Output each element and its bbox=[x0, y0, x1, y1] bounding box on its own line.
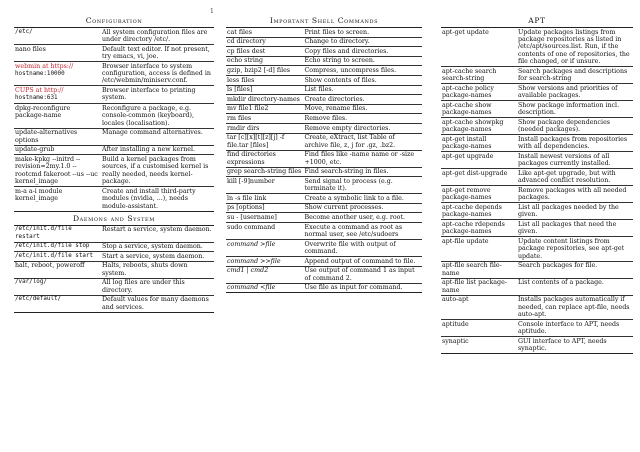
command-cell: apt-file list package-name bbox=[441, 278, 517, 295]
command-cell: apt-file search file-name bbox=[441, 261, 517, 278]
command-cell: synaptic bbox=[441, 337, 517, 354]
description-cell: Show current processes. bbox=[303, 203, 422, 213]
command-cell: apt-get install package-names bbox=[441, 135, 517, 152]
cups-link[interactable]: CUPS at http:// bbox=[15, 87, 64, 94]
description-cell: Restart a service, system daemon. bbox=[101, 225, 214, 242]
table-row bbox=[441, 169, 633, 186]
command-cell: /etc/init.d/file start bbox=[14, 252, 101, 262]
command-cell: command >file bbox=[226, 239, 303, 256]
command-cell: dpkg-reconfigure package-name bbox=[14, 104, 101, 128]
table-row bbox=[441, 261, 633, 278]
description-cell: Default text editor. If not present, try emacs, vi, joe. bbox=[101, 45, 214, 62]
table-row bbox=[226, 95, 422, 105]
command-cell: apt-get dist-upgrade bbox=[441, 169, 517, 186]
table-row bbox=[441, 135, 633, 152]
table-row bbox=[226, 256, 422, 266]
description-cell: Console interface to APT, needs aptitude. bbox=[517, 320, 633, 337]
table-row bbox=[226, 266, 422, 283]
description-cell: Move, rename files. bbox=[303, 104, 422, 114]
description-cell: Append output of command to file. bbox=[303, 256, 422, 266]
configuration-table bbox=[14, 27, 214, 212]
table-row bbox=[14, 155, 214, 187]
description-cell: After installing a new kernel. bbox=[101, 145, 214, 155]
table-row bbox=[14, 28, 214, 45]
description-cell: Print files to screen. bbox=[303, 28, 422, 38]
table-row bbox=[14, 261, 214, 278]
command-cell bbox=[14, 62, 101, 86]
description-cell: List all packages needed by the given. bbox=[517, 203, 633, 220]
table-row bbox=[14, 278, 214, 295]
description-cell: Create directories. bbox=[303, 95, 422, 105]
table-row bbox=[226, 104, 422, 114]
command-cell: su - [username] bbox=[226, 213, 303, 223]
table-row bbox=[226, 150, 422, 167]
command-cell: kill [-9]number bbox=[226, 177, 303, 194]
table-row bbox=[226, 114, 422, 124]
command-cell: cp files dest bbox=[226, 47, 303, 57]
command-cell: rmdir dirs bbox=[226, 123, 303, 133]
table-row bbox=[226, 194, 422, 204]
command-cell: ps [options] bbox=[226, 203, 303, 213]
command-cell: command <file bbox=[226, 283, 303, 293]
table-row bbox=[441, 28, 633, 67]
description-cell: Search packages for file. bbox=[517, 261, 633, 278]
table-row bbox=[14, 242, 214, 252]
description-cell: Remove files. bbox=[303, 114, 422, 124]
command-cell: cat files bbox=[226, 28, 303, 38]
table-row bbox=[14, 104, 214, 128]
table-row bbox=[441, 118, 633, 135]
table-row bbox=[226, 167, 422, 177]
command-cell: apt-cache policy package-names bbox=[441, 84, 517, 101]
daemons-table bbox=[14, 225, 214, 313]
table-row bbox=[14, 62, 214, 86]
command-cell: apt-get upgrade bbox=[441, 152, 517, 169]
table-row bbox=[226, 123, 422, 133]
command-cell: rm files bbox=[226, 114, 303, 124]
description-cell: Start a service, system daemon. bbox=[101, 252, 214, 262]
description-cell: Use file as input for command. bbox=[303, 283, 422, 293]
command-cell: update-grub bbox=[14, 145, 101, 155]
command-cell: mv file1 file2 bbox=[226, 104, 303, 114]
command-cell: sudo command bbox=[226, 222, 303, 239]
command-cell: apt-cache rdepends package-names bbox=[441, 220, 517, 237]
table-row bbox=[441, 278, 633, 295]
description-cell: Copy files and directories. bbox=[303, 47, 422, 57]
table-row bbox=[226, 37, 422, 47]
table-row bbox=[441, 67, 633, 84]
command-cell: /etc/default/ bbox=[14, 295, 101, 312]
command-cell: ln -s file link bbox=[226, 194, 303, 204]
table-row bbox=[226, 283, 422, 293]
page-number: 1 bbox=[210, 8, 214, 15]
section-heading-daemons: Daemons and System bbox=[72, 213, 156, 223]
description-cell: Search packages and descriptions for search-string bbox=[517, 67, 633, 84]
table-row bbox=[14, 187, 214, 211]
description-cell: Find files like -name name or -size +1000, etc. bbox=[303, 150, 422, 167]
command-cell: apt-cache depends package-names bbox=[441, 203, 517, 220]
description-cell: Show contents of files. bbox=[303, 75, 422, 85]
command-cell: echo string bbox=[226, 56, 303, 66]
table-row bbox=[226, 239, 422, 256]
command-cell: update-alternatives options bbox=[14, 128, 101, 145]
cups-host: hostname:631 bbox=[15, 95, 58, 102]
description-cell: Update packages listings from package repositories as listed in /etc/apt/sources.list. Run, if the contents of one of repositories, the file changed, or if unsure. bbox=[517, 28, 633, 67]
description-cell: Browser interface to printing system. bbox=[101, 86, 214, 104]
description-cell: All log files are under this directory. bbox=[101, 278, 214, 295]
description-cell: GUI interface to APT, needs synaptic. bbox=[517, 337, 633, 354]
command-cell: tar [c][x][t][z][j] -f file.tar [files] bbox=[226, 133, 303, 150]
command-cell: grep search-string files bbox=[226, 167, 303, 177]
column-configuration bbox=[14, 16, 214, 313]
table-row bbox=[441, 337, 633, 354]
description-cell: Install packages from repositories with all dependencies. bbox=[517, 135, 633, 152]
description-cell: Show package information incl. description. bbox=[517, 101, 633, 118]
table-row bbox=[441, 186, 633, 203]
table-row bbox=[441, 101, 633, 118]
description-cell: Halts, reboots, shuts down system. bbox=[101, 261, 214, 278]
description-cell: Echo string to screen. bbox=[303, 56, 422, 66]
command-cell: apt-file update bbox=[441, 237, 517, 261]
table-row bbox=[14, 225, 214, 242]
command-cell: apt-cache search search-string bbox=[441, 67, 517, 84]
command-cell: apt-cache showpkg package-names bbox=[441, 118, 517, 135]
description-cell: All system configuration files are under directory /etc/. bbox=[101, 28, 214, 45]
description-cell: Build a kernel packages from sources, if a customised kernel is really needed, needs kernel-package. bbox=[101, 155, 214, 187]
description-cell: Change to directory. bbox=[303, 37, 422, 47]
command-cell: /etc/ bbox=[14, 28, 101, 45]
table-row bbox=[441, 320, 633, 337]
table-row bbox=[226, 28, 422, 38]
description-cell: Install newest versions of all packages currently installed. bbox=[517, 152, 633, 169]
description-cell: Browser interface to system configuration, access is defined in /etc/webmin/miniserv.conf. bbox=[101, 62, 214, 86]
table-row bbox=[14, 86, 214, 104]
table-row bbox=[226, 213, 422, 223]
command-cell: apt-get update bbox=[441, 28, 517, 67]
webmin-link[interactable]: webmin at https:// bbox=[15, 62, 74, 70]
table-row bbox=[226, 47, 422, 57]
command-cell: nano files bbox=[14, 45, 101, 62]
description-cell: Remove empty directories. bbox=[303, 123, 422, 133]
command-cell: m-a a-i module kernel_image bbox=[14, 187, 101, 211]
description-cell: List contents of a package. bbox=[517, 278, 633, 295]
command-cell: ls [files] bbox=[226, 85, 303, 95]
description-cell: Like apt-get upgrade, but with advanced conflict resolution. bbox=[517, 169, 633, 186]
section-heading-apt: APT bbox=[528, 16, 546, 25]
description-cell: Create and install third-party modules (nvidia, ...), needs module-assistant. bbox=[101, 187, 214, 211]
description-cell: List all packages that need the given. bbox=[517, 220, 633, 237]
table-row bbox=[14, 295, 214, 312]
table-row bbox=[226, 56, 422, 66]
description-cell: Manage command alternatives. bbox=[101, 128, 214, 145]
table-row bbox=[226, 133, 422, 150]
table-row bbox=[226, 222, 422, 239]
command-cell: halt, reboot, poweroff bbox=[14, 261, 101, 278]
description-cell: Show package dependencies (needed packages). bbox=[517, 118, 633, 135]
section-heading-configuration: Configuration bbox=[85, 16, 143, 25]
command-cell: command >>file bbox=[226, 256, 303, 266]
apt-table bbox=[441, 27, 633, 354]
description-cell: Default values for many daemons and services. bbox=[101, 295, 214, 312]
description-cell: Remove packages with all needed packages. bbox=[517, 186, 633, 203]
table-row bbox=[226, 75, 422, 85]
description-cell: Update content listings from package repositories, see apt-get update. bbox=[517, 237, 633, 261]
description-cell: Compress, uncompress files. bbox=[303, 66, 422, 76]
table-row bbox=[226, 85, 422, 95]
command-cell: /etc/init.d/file stop bbox=[14, 242, 101, 252]
description-cell: Show versions and priorities of available packages. bbox=[517, 84, 633, 101]
description-cell: Create a symbolic link to a file. bbox=[303, 194, 422, 204]
table-row bbox=[441, 220, 633, 237]
description-cell: Overwrite file with output of command. bbox=[303, 239, 422, 256]
table-row bbox=[441, 203, 633, 220]
command-cell: /etc/init.d/file restart bbox=[14, 225, 101, 242]
table-row bbox=[441, 152, 633, 169]
command-cell: auto-apt bbox=[441, 295, 517, 319]
description-cell: List files. bbox=[303, 85, 422, 95]
table-row bbox=[441, 237, 633, 261]
description-cell: Create, eXtract, list Table of archive file, z, j for .gz, .bz2. bbox=[303, 133, 422, 150]
table-row bbox=[14, 128, 214, 145]
command-cell: gzip, bzip2 [-d] files bbox=[226, 66, 303, 76]
description-cell: Execute a command as root as normal user, see /etc/sudoers bbox=[303, 222, 422, 239]
command-cell: aptitude bbox=[441, 320, 517, 337]
table-row bbox=[441, 295, 633, 319]
webmin-host: hostname:10000 bbox=[15, 71, 65, 77]
column-shell bbox=[226, 16, 422, 293]
table-row bbox=[14, 45, 214, 62]
command-cell: /var/log/ bbox=[14, 278, 101, 295]
description-cell: Reconfigure a package, e.g. console-common (keyboard), locales (localisation). bbox=[101, 104, 214, 128]
command-cell: cmd1 | cmd2 bbox=[226, 266, 303, 283]
command-cell: less files bbox=[226, 75, 303, 85]
command-cell: cd directory bbox=[226, 37, 303, 47]
table-row bbox=[441, 84, 633, 101]
command-cell: apt-get remove package-names bbox=[441, 186, 517, 203]
table-row bbox=[14, 252, 214, 262]
description-cell: Use output of command 1 as input of command 2. bbox=[303, 266, 422, 283]
description-cell: Send signal to process (e.g. terminate it). bbox=[303, 177, 422, 194]
command-cell: apt-cache show package-names bbox=[441, 101, 517, 118]
command-cell bbox=[14, 86, 101, 104]
command-cell: mkdir directory-names bbox=[226, 95, 303, 105]
description-cell: Stop a service, system daemon. bbox=[101, 242, 214, 252]
table-row bbox=[226, 177, 422, 194]
description-cell: Find search-string in files. bbox=[303, 167, 422, 177]
description-cell: Installs packages automatically if needed, can replace apt-file, needs auto-apt. bbox=[517, 295, 633, 319]
command-cell: make-kpkg --initrd --revision=2my.1.0 --rootcmd fakeroot --us --uc kernel_image bbox=[14, 155, 101, 187]
shell-table bbox=[226, 27, 422, 293]
column-apt bbox=[441, 16, 633, 354]
table-row bbox=[226, 66, 422, 76]
command-cell: find directories expressions bbox=[226, 150, 303, 167]
description-cell: Become another user, e.g. root. bbox=[303, 213, 422, 223]
section-heading-shell: Important Shell Commands bbox=[269, 16, 379, 25]
table-row bbox=[226, 203, 422, 213]
table-row bbox=[14, 145, 214, 155]
